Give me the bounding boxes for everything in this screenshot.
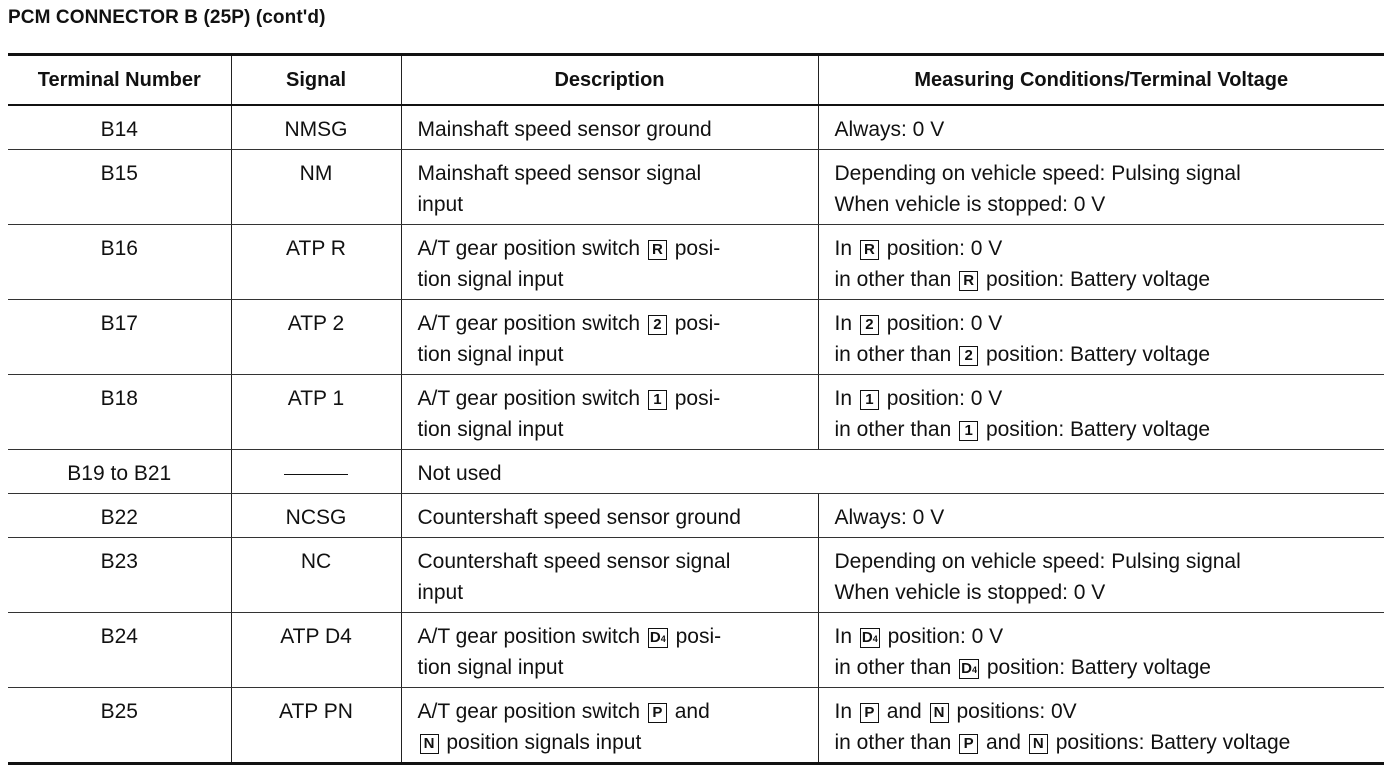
position-p-key-icon: P bbox=[648, 703, 667, 723]
measuring-line: in other than 1 position: Battery voltage bbox=[834, 418, 1211, 441]
header-measuring-conditions: Measuring Conditions/Terminal Voltage bbox=[818, 55, 1384, 106]
position-1-key-icon: 1 bbox=[860, 390, 879, 410]
measuring-cell bbox=[818, 538, 1384, 613]
signal-name bbox=[231, 450, 401, 494]
description-line: tion signal input bbox=[417, 418, 564, 441]
table-row bbox=[8, 688, 1384, 764]
description-line: Countershaft speed sensor signal bbox=[417, 550, 731, 573]
terminal-number: B16 bbox=[8, 225, 231, 300]
description-cell bbox=[401, 150, 818, 225]
measuring-cell bbox=[818, 300, 1384, 375]
page-title: PCM CONNECTOR B (25P) (cont'd) bbox=[8, 7, 326, 28]
measuring-cell bbox=[818, 494, 1384, 538]
measuring-line: Depending on vehicle speed: Pulsing signal bbox=[834, 550, 1241, 573]
description-line: input bbox=[417, 193, 464, 216]
position-d4-key-icon: D4 bbox=[861, 629, 878, 646]
measuring-line: When vehicle is stopped: 0 V bbox=[834, 581, 1106, 604]
table-row bbox=[8, 613, 1384, 688]
signal-name: ATP R bbox=[231, 225, 401, 300]
measuring-line: in other than R position: Battery voltage bbox=[834, 268, 1211, 291]
position-n-key-icon: N bbox=[1029, 734, 1048, 754]
position-n-key-icon: N bbox=[930, 703, 949, 723]
description-cell bbox=[401, 613, 818, 688]
measuring-line: in other than P and N positions: Battery voltage bbox=[834, 731, 1291, 754]
measuring-line: in other than D4 position: Battery voltage bbox=[834, 656, 1211, 679]
terminal-number: B15 bbox=[8, 150, 231, 225]
table-row bbox=[8, 494, 1384, 538]
measuring-line: in other than 2 position: Battery voltage bbox=[834, 343, 1211, 366]
signal-name: NMSG bbox=[231, 105, 401, 150]
description-line: tion signal input bbox=[417, 268, 564, 291]
measuring-line: When vehicle is stopped: 0 V bbox=[834, 193, 1106, 216]
position-r-key-icon: R bbox=[648, 240, 667, 260]
signal-name: NM bbox=[231, 150, 401, 225]
measuring-line: Always: 0 V bbox=[834, 118, 945, 141]
position-r-key-icon: R bbox=[860, 240, 879, 260]
measuring-cell bbox=[818, 688, 1384, 764]
position-1-key-icon: 1 bbox=[959, 421, 978, 441]
description-line: Not used bbox=[417, 462, 502, 485]
description-line: A/T gear position switch R posi- bbox=[417, 237, 721, 260]
measuring-line: Always: 0 V bbox=[834, 506, 945, 529]
signal-name: ATP PN bbox=[231, 688, 401, 764]
description-cell bbox=[401, 688, 818, 764]
table-row bbox=[8, 225, 1384, 300]
description-line: A/T gear position switch 2 posi- bbox=[417, 312, 721, 335]
signal-name: ATP D4 bbox=[231, 613, 401, 688]
position-2-key-icon: 2 bbox=[959, 346, 978, 366]
measuring-line: Depending on vehicle speed: Pulsing signal bbox=[834, 162, 1241, 185]
description-line: A/T gear position switch D4 posi- bbox=[417, 625, 722, 648]
description-cell bbox=[401, 450, 1384, 494]
position-d4-key-icon: D4 bbox=[961, 660, 977, 677]
position-p-key-icon: P bbox=[860, 703, 879, 723]
measuring-line: In D4 position: 0 V bbox=[834, 625, 1004, 648]
position-2-key-icon: 2 bbox=[648, 315, 667, 335]
description-cell bbox=[401, 225, 818, 300]
terminal-number: B14 bbox=[8, 105, 231, 150]
description-cell bbox=[401, 375, 818, 450]
terminal-number: B22 bbox=[8, 494, 231, 538]
measuring-cell bbox=[818, 613, 1384, 688]
measuring-line: In 1 position: 0 V bbox=[834, 387, 1003, 410]
position-p-key-icon: P bbox=[959, 734, 978, 754]
header-description: Description bbox=[401, 55, 818, 106]
signal-name: NCSG bbox=[231, 494, 401, 538]
description-cell bbox=[401, 300, 818, 375]
measuring-cell bbox=[818, 375, 1384, 450]
description-line: tion signal input bbox=[417, 656, 564, 679]
description-line: Mainshaft speed sensor ground bbox=[417, 118, 712, 141]
description-cell bbox=[401, 494, 818, 538]
table-row bbox=[8, 375, 1384, 450]
table-row bbox=[8, 538, 1384, 613]
description-cell bbox=[401, 538, 818, 613]
table-row bbox=[8, 300, 1384, 375]
terminal-number: B24 bbox=[8, 613, 231, 688]
terminal-number: B18 bbox=[8, 375, 231, 450]
description-line: tion signal input bbox=[417, 343, 564, 366]
description-line: A/T gear position switch P and bbox=[417, 700, 710, 723]
pcm-connector-table bbox=[8, 53, 1384, 765]
description-line: Countershaft speed sensor ground bbox=[417, 506, 741, 529]
measuring-line: In P and N positions: 0V bbox=[834, 700, 1077, 723]
position-1-key-icon: 1 bbox=[648, 390, 667, 410]
terminal-number: B19 to B21 bbox=[8, 450, 231, 494]
dash-icon bbox=[284, 474, 348, 475]
header-terminal-number: Terminal Number bbox=[8, 55, 231, 106]
position-d4-key-icon: D4 bbox=[649, 629, 666, 646]
header-signal: Signal bbox=[231, 55, 401, 106]
position-n-key-icon: N bbox=[420, 734, 439, 754]
description-cell bbox=[401, 105, 818, 150]
table-header-row bbox=[8, 55, 1384, 106]
measuring-line: In 2 position: 0 V bbox=[834, 312, 1003, 335]
table-row bbox=[8, 105, 1384, 150]
description-line: Mainshaft speed sensor signal bbox=[417, 162, 702, 185]
description-line: input bbox=[417, 581, 464, 604]
measuring-cell bbox=[818, 150, 1384, 225]
table-row bbox=[8, 450, 1384, 494]
measuring-cell bbox=[818, 105, 1384, 150]
description-line: A/T gear position switch 1 posi- bbox=[417, 387, 721, 410]
terminal-number: B23 bbox=[8, 538, 231, 613]
signal-name: ATP 1 bbox=[231, 375, 401, 450]
table-row bbox=[8, 150, 1384, 225]
description-line: N position signals input bbox=[418, 727, 808, 758]
signal-name: NC bbox=[231, 538, 401, 613]
position-2-key-icon: 2 bbox=[860, 315, 879, 335]
position-r-key-icon: R bbox=[959, 271, 978, 291]
signal-name: ATP 2 bbox=[231, 300, 401, 375]
terminal-number: B25 bbox=[8, 688, 231, 764]
measuring-line: In R position: 0 V bbox=[834, 237, 1003, 260]
terminal-number: B17 bbox=[8, 300, 231, 375]
measuring-cell bbox=[818, 225, 1384, 300]
